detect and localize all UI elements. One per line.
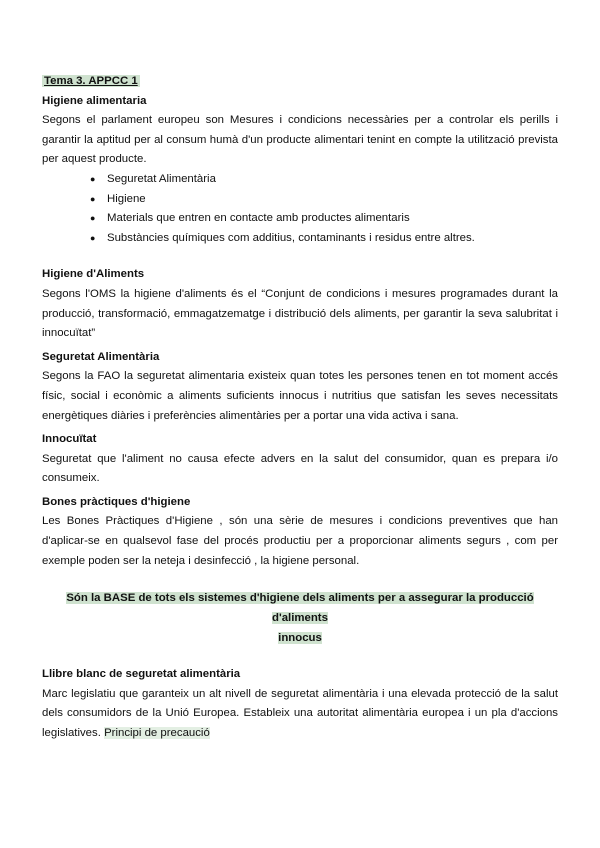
- highlight-line-1: Són la BASE de tots els sistemes d'higiene dels aliments per a assegurar la producció d'aliments: [66, 592, 534, 625]
- section-text-innocuitat: Seguretat que l'aliment no causa efecte advers en la salut del consumidor, quan es prepara i/o consumeix.: [42, 452, 558, 485]
- list-item: ● Materials que entren en contacte amb productes alimentaris: [90, 209, 558, 229]
- precaution-highlight: Principi de precaució: [104, 727, 210, 740]
- bullet-list: [42, 170, 558, 248]
- topic-tag: Tema 3. APPCC 1: [44, 75, 138, 87]
- bullet-icon: ●: [90, 173, 96, 184]
- section-text-higiene-alimentaria: Segons el parlament europeu son Mesures i condicions necessàries per a controlar els perills i garantir la aptitud per al consum humà d'un producte alimentari tenint en compte la utilització prevista per aquest producte.: [42, 114, 558, 166]
- section-title-llibre-blanc: Llibre blanc de seguretat alimentària: [42, 668, 241, 681]
- bullet-icon: ●: [90, 193, 96, 204]
- section-text-higiene-aliments: Segons l'OMS la higiene d'aliments és el “Conjunt de condicions i mesures programades durant la producció, transformació, emmagatzematge i distribució dels aliments, per garantir la seva salubritat i innocuïtat”: [42, 287, 558, 340]
- section-text-llibre-blanc: Marc legislatiu que garanteix un alt nivell de seguretat alimentària i una elevada protecció de la salut dels consumidors de la Unió Europea. Estableix una autoritat alimentària europea i un pla d'accions legislatives. Principi de precaució: [42, 687, 558, 740]
- section-title-bones-practiques: Bones pràctiques d'higiene: [42, 495, 191, 508]
- highlight-line-2: innocus: [278, 632, 322, 645]
- list-item: ● Higiene: [90, 190, 558, 210]
- section-title-higiene-alimentaria: Higiene alimentaria: [42, 94, 147, 107]
- list-item: ● Substàncies químiques com additius, contaminants i residus entre altres.: [90, 229, 558, 249]
- section-text-seguretat: Segons la FAO la seguretat alimentaria existeix quan totes les persones tenen en tot moment accés físic, social i econòmic a aliments suficients innocus i nutritius que satisfan les seves necessitats energètiques diàries i preferències alimentàries per a portar una vida activa i sana.: [42, 370, 558, 422]
- section-title-higiene-aliments: Higiene d'Aliments: [42, 268, 145, 281]
- section-title-seguretat: Seguretat Alimentària: [42, 350, 160, 363]
- highlight-statement: [42, 588, 558, 648]
- bullet-icon: ●: [90, 232, 96, 243]
- list-item: ● Seguretat Alimentària: [90, 170, 558, 190]
- section-title-innocuitat: Innocuïtat: [42, 433, 97, 446]
- section-text-bones-practiques: Les Bones Pràctiques d'Higiene , són una sèrie de mesures i condicions preventives que han d'aplicar-se en qualsevol fase del procés productiu per a proporcionar aliments segurs , com per exemple poden ser la neteja i desinfecció , la higiene personal.: [42, 515, 558, 567]
- bullet-icon: ●: [90, 213, 96, 224]
- topic-line: [42, 70, 558, 92]
